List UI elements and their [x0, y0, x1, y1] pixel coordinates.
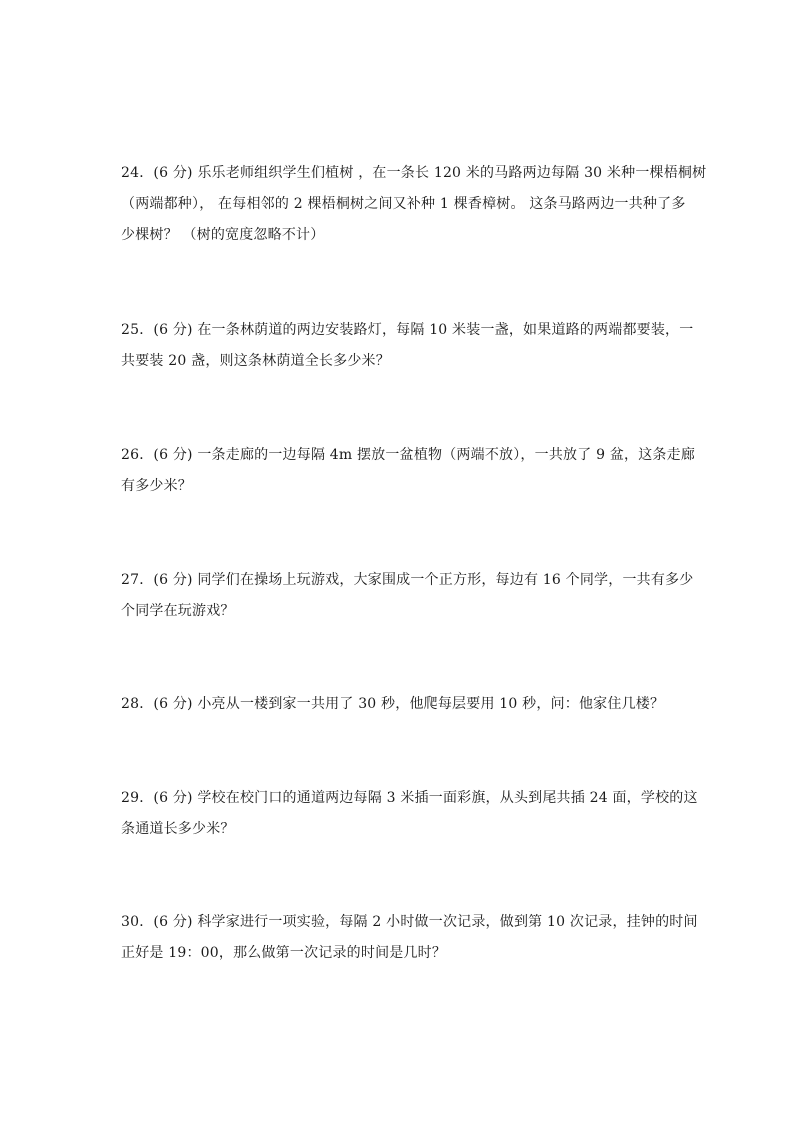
question-28-line-1: 28．(6 分) 小亮从一楼到家一共用了 30 秒，他爬每层要用 10 秒，问：他家住几楼？: [121, 696, 665, 712]
question-27-line-2: 个同学在玩游戏？: [121, 603, 235, 619]
question-25: [121, 315, 694, 377]
question-30: [121, 907, 698, 969]
question-30-line-2: 正好是 19：00，那么做第一次记录的时间是几时？: [121, 945, 447, 961]
question-26-line-1: 26．(6 分) 一条走廊的一边每隔 4m 摆放一盆植物（两端不放），一共放了 9 盆，这条走廊: [121, 447, 696, 463]
question-29-line-1: 29．(6 分) 学校在校门口的通道两边每隔 3 米插一面彩旗，从头到尾共插 24 面，学校的这: [121, 790, 698, 806]
question-24-line-1: 24．(6 分) 乐乐老师组织学生们植树 ，在一条长 120 米的马路两边每隔 30 米种一棵梧桐树: [121, 165, 707, 181]
question-26-line-2: 有多少米？: [121, 478, 192, 494]
question-28: [121, 689, 681, 720]
question-24-line-2: （两端都种）， 在每相邻的 2 棵梧桐树之间又补种 1 棵香樟树。 这条马路两边一共种了多: [121, 196, 686, 212]
question-24-line-3: 少棵树？ （树的宽度忽略不计）: [121, 227, 325, 243]
question-29: [121, 783, 698, 845]
question-30-line-1: 30．(6 分) 科学家进行一项实验，每隔 2 小时做一次记录，做到第 10 次记录，挂钟的时间: [121, 914, 698, 930]
question-27: [121, 565, 694, 627]
question-27-line-1: 27．(6 分) 同学们在操场上玩游戏，大家围成一个正方形，每边有 16 个同学，一共有多少: [121, 572, 694, 588]
question-25-line-1: 25．(6 分) 在一条林荫道的两边安装路灯，每隔 10 米装一盏，如果道路的两端都要装，一: [121, 322, 694, 338]
question-29-line-2: 条通道长多少米？: [121, 821, 235, 837]
question-25-line-2: 共要装 20 盏，则这条林荫道全长多少米？: [121, 353, 390, 369]
question-26: [121, 440, 696, 502]
question-24: [121, 158, 707, 251]
